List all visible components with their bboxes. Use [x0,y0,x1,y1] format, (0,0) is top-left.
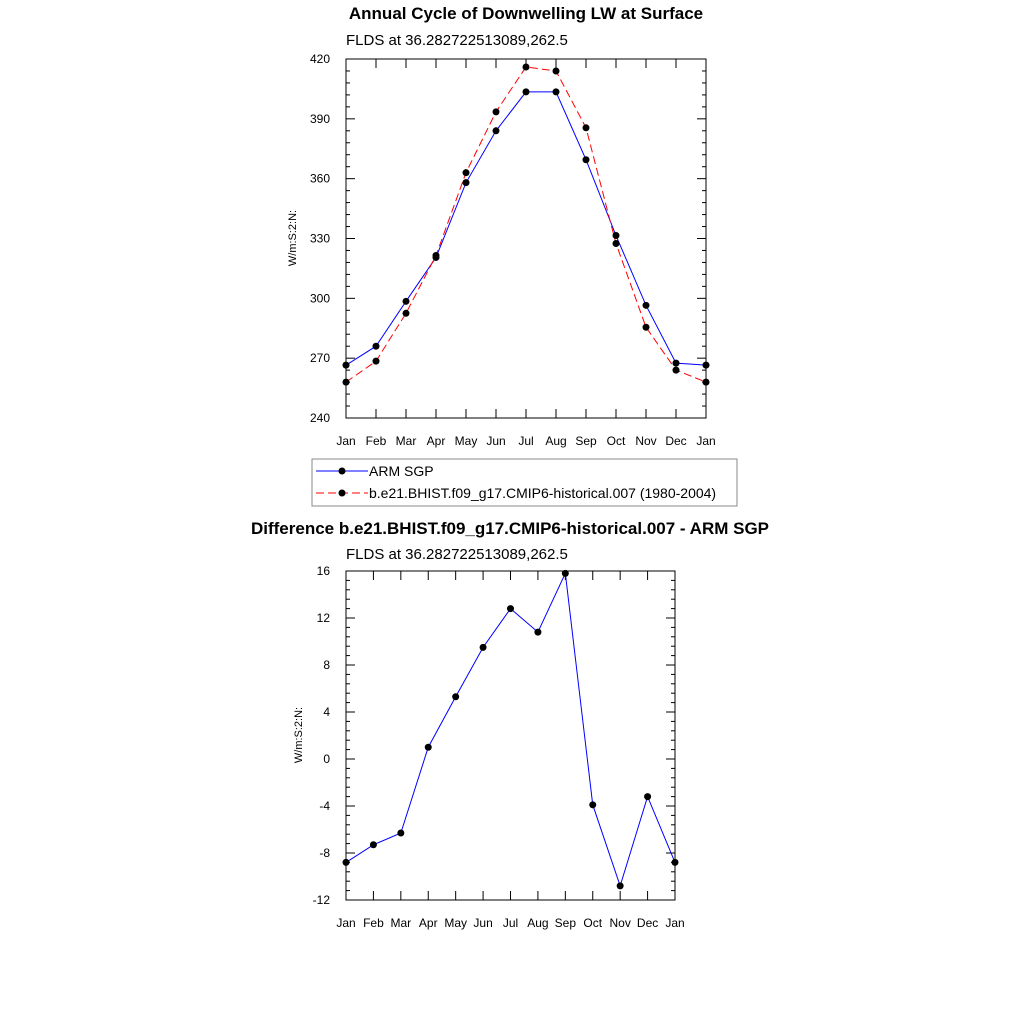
top-chart-ytick-label: 240 [309,411,330,425]
top-chart-series-1-point [433,252,440,259]
top-chart-series-1-point [403,310,410,317]
bottom-chart-series-0-point [397,830,404,837]
bottom-chart-title: Difference b.e21.BHIST.f09_g17.CMIP6-historical.007 - ARM SGP [250,519,770,538]
top-chart-xtick-label: Jan [336,434,356,448]
bottom-chart-ytick-label: -12 [312,893,330,907]
legend-marker-arm-sgp [339,468,346,475]
bottom-chart-xtick-label: Aug [527,916,549,930]
bottom-chart-xtick-label: Jan [336,916,356,930]
top-chart-xtick-label: Mar [395,434,417,448]
top-chart-xtick-label: Oct [606,434,626,448]
bottom-chart-series-0-point [672,859,679,866]
top-chart-series-0-point [523,88,530,95]
top-chart-ytick-label: 390 [309,111,330,126]
bottom-chart-series-0-point [480,644,487,651]
legend-label-arm-sgp: ARM SGP [369,463,434,479]
bottom-chart [251,519,769,930]
bottom-chart-xtick-label: Dec [636,916,659,930]
legend [312,459,737,506]
top-chart-xtick-label: Jan [696,434,716,448]
bottom-chart-series-0-point [425,744,432,751]
top-chart-series-1-point [553,67,560,74]
bottom-chart-series-0-point [507,605,514,612]
bottom-chart-ytick-label: 12 [316,611,330,625]
bottom-chart-ytick-label: 4 [323,705,330,719]
bottom-chart-ytick-label: 0 [323,752,330,766]
top-chart-ylabel: W/m:S:2:N: [287,209,299,267]
top-chart-xtick-label: Apr [426,434,446,448]
top-chart-series-1-point [373,358,380,365]
bottom-chart-xtick-label: Jun [473,916,493,930]
bottom-chart-series-0-point [617,882,624,889]
top-chart-series-0-point [613,232,620,239]
bottom-chart-series-0-point [370,841,377,848]
top-chart-ytick-label: 270 [309,351,330,366]
bottom-chart-ylabel: W/m:S:2:N: [293,706,305,764]
bottom-chart-xtick-label: Nov [609,916,631,930]
top-chart-ytick-label: 300 [309,291,330,306]
bottom-chart-xtick-label: Sep [554,916,577,930]
top-chart-frame [346,59,706,418]
top-chart-series-line-0 [346,92,706,365]
top-chart-series-0-point [553,88,560,95]
top-chart-series-1-point [523,63,530,70]
top-chart-series-1-point [703,379,710,386]
bottom-chart-series [343,570,679,890]
bottom-chart-ytick-label: 16 [316,564,330,578]
top-chart-series-1-point [643,324,650,331]
top-chart-series-0-point [373,343,380,350]
top-chart-ytick-label: 360 [309,171,330,186]
bottom-chart-xtick-label: Jan [665,916,685,930]
bottom-chart-ytick-label: -4 [319,799,330,813]
bottom-chart-ticks [313,564,685,930]
bottom-chart-series-0-point [452,693,459,700]
top-chart-xtick-label: Aug [545,434,567,448]
legend-marker-model [339,490,346,497]
top-chart-ytick-label: 330 [309,231,330,246]
bottom-chart-xtick-label: Apr [418,916,438,930]
top-chart-ytick-label: 420 [309,52,330,66]
top-chart-series-0-point [643,302,650,309]
top-chart-series-1-point [463,169,470,176]
top-chart-series-0-point [493,127,500,134]
top-chart-series-0-point [463,179,470,186]
top-chart-series-1-point [583,124,590,131]
top-chart-series-0-point [673,360,680,367]
top-chart-series-1-point [673,367,680,374]
top-chart [287,4,716,448]
top-chart-series [343,63,710,385]
top-chart-series-1-point [493,108,500,115]
top-chart-series-0-point [343,362,350,369]
bottom-chart-series-0-point [644,793,651,800]
bottom-chart-xtick-label: May [444,916,468,930]
bottom-chart-series-0-point [589,801,596,808]
top-chart-series-0-point [583,156,590,163]
top-chart-series-0-point [403,298,410,305]
top-chart-xtick-label: Sep [575,434,597,448]
top-chart-title: Annual Cycle of Downwelling LW at Surface [348,4,704,23]
top-chart-subtitle: FLDS at 36.282722513089,262.5 [346,32,568,49]
top-chart-series-1-point [343,379,350,386]
top-chart-xtick-label: May [454,434,478,448]
bottom-chart-series-0-point [562,570,569,577]
legend-label-model: b.e21.BHIST.f09_g17.CMIP6-historical.007 (1980-2004) [369,485,717,501]
top-chart-series-0-point [703,362,710,369]
bottom-chart-xtick-label: Mar [390,916,412,930]
bottom-chart-xtick-label: Jul [502,916,519,930]
top-chart-xtick-label: Nov [635,434,657,448]
bottom-chart-frame [346,571,675,900]
top-chart-series-line-1 [346,67,706,382]
top-chart-xtick-label: Jul [518,434,534,448]
top-chart-series-1-point [613,240,620,247]
top-chart-xtick-label: Dec [665,434,687,448]
legend-entry-model [316,485,716,501]
top-chart-ticks [310,52,716,448]
bottom-chart-series-line-0 [346,573,675,886]
bottom-chart-ytick-label: -8 [319,846,330,860]
bottom-chart-series-0-point [534,629,541,636]
bottom-chart-xtick-label: Feb [363,916,384,930]
bottom-chart-series-0-point [343,859,350,866]
bottom-chart-xtick-label: Oct [583,916,603,930]
top-chart-xtick-label: Feb [365,434,387,448]
bottom-chart-subtitle: FLDS at 36.282722513089,262.5 [346,546,568,563]
bottom-chart-ytick-label: 8 [323,658,330,672]
top-chart-xtick-label: Jun [486,434,506,448]
